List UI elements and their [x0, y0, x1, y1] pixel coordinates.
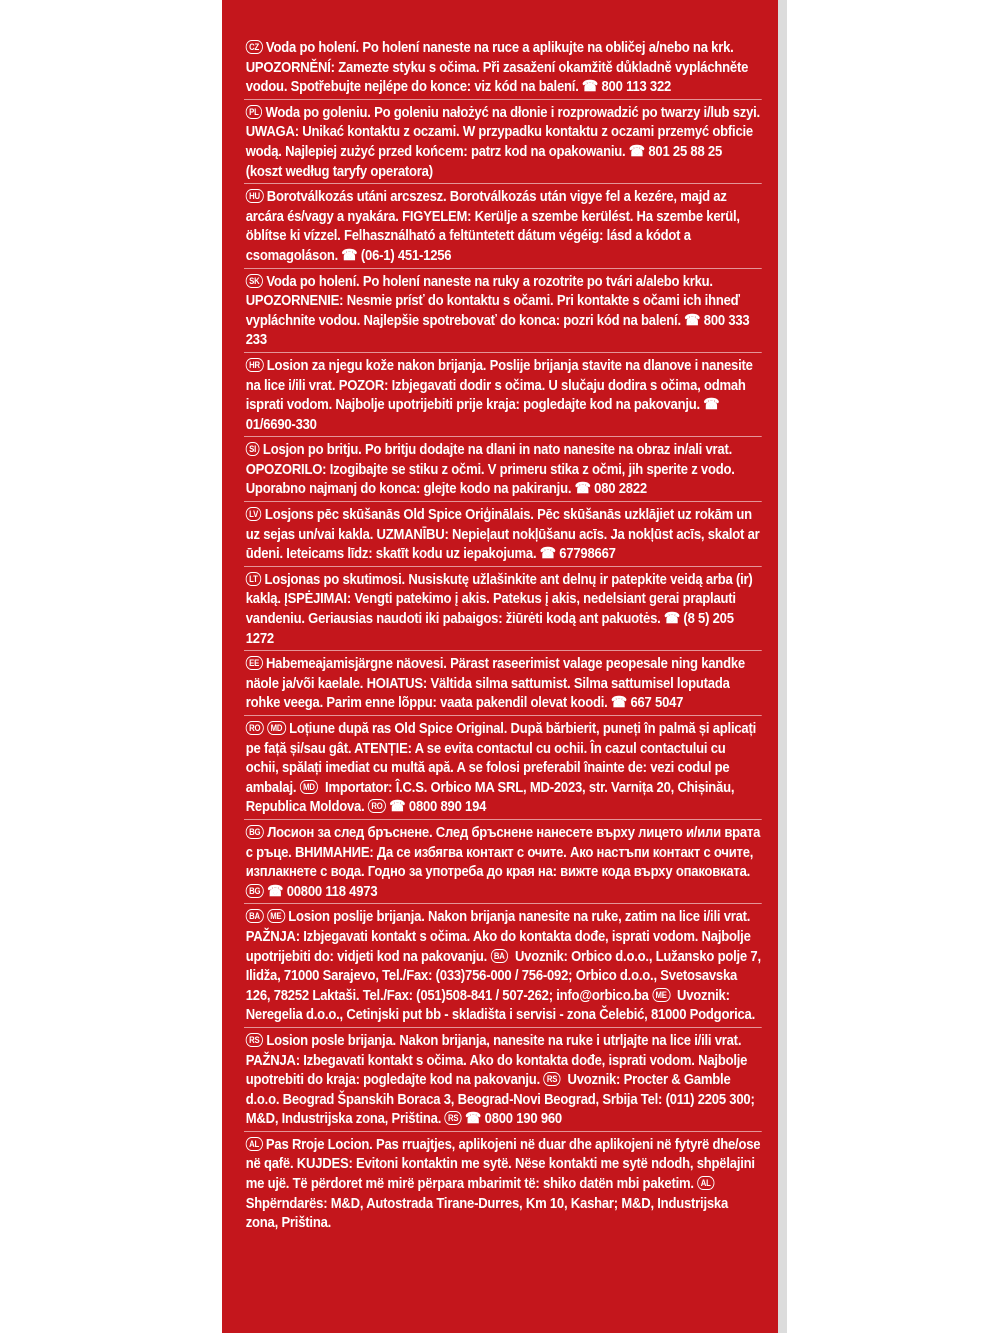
country-badge-rs: RS: [246, 1033, 263, 1047]
telephone-icon: ☎ 0800 190 960: [465, 1110, 562, 1128]
telephone-icon: ☎ 800 113 322: [582, 78, 672, 96]
telephone-icon: ☎ (8 5) 205 1272: [245, 610, 734, 647]
warning-label: FIGYELEM:: [402, 207, 472, 225]
country-badge-ba: BA: [490, 949, 508, 963]
section-ro-md: RO MD Loțiune după ras Old Spice Original. După bărbierit, puneți în palmă și aplicați pe față și/sau gât. ATENȚIE: A se evita contactul cu ochii. În cazul contactului cu ochii, spălați imediat cu multă apă. A se folosi preferabil înainte de: vezi codul pe ambalaj. MD Importator: Î.C.S. Orbico MA SRL, MD-2023, str. Varnița 20, Chișinău, Republica Moldova. RO ☎ 0800 890 194: [244, 719, 762, 820]
telephone-icon: ☎ 080 2822: [574, 480, 647, 498]
telephone-icon: ☎ 801 25 88 25 (koszt według taryfy operatora): [245, 142, 723, 180]
country-badge-md: MD: [300, 780, 318, 794]
country-badge-hu: HU: [246, 189, 264, 203]
country-badge-ro: RO: [246, 721, 264, 735]
section-rs: RS Losion posle brijanja. Nakon brijanja, nanesite na ruke i utrljajte na lice i/ili vrat. PAŽNJA: Izbegavati kontakt s očima. Ako do kontakta dođe, isprati vodom. Najbolje upotrebiti do kraja: pogledajte kod na pakovanju. RS Uvoznik: Procter & Gamble d.o.o. Beograd Španskih Boraca 3, Beograd-Novi Beograd, Srbija Tel: (011) 2205 300; M&D, Industrijska zona, Priština. RS ☎ 0800 190 960: [244, 1031, 762, 1132]
country-badge-al: AL: [246, 1137, 263, 1151]
telephone-icon: ☎ 667 5047: [610, 694, 684, 712]
warning-label: UWAGA:: [245, 123, 299, 141]
section-hu: HU Borotválkozás utáni arcszesz. Borotválkozás után vigye fel a kezére, majd az arcára és/vagy a nyakára. FIGYELEM: Kerülje a szembe kerülést. Ha szembe kerül, öblítse ki vízzel. Felhasználható a feltüntetett dátum végéig: lásd a kódot a csomagoláson. ☎ (06-1) 451-1256: [244, 187, 762, 268]
warning-label: PAŽNJA:: [245, 1051, 300, 1069]
country-badge-md: MD: [267, 721, 285, 735]
warning-label: ĮSPĖJIMAI:: [284, 590, 351, 608]
country-badge-bg: BG: [246, 884, 264, 898]
country-badge-si: SI: [246, 442, 260, 456]
section-lt: LT Losjonas po skutimosi. Nusiskutę užlašinkite ant delnų ir patepkite veidą arba (ir) kaklą. ĮSPĖJIMAI: Vengti patekimo į akis. Patekus į akis, nedelsiant gerai praplauti vandeniu. Geriausias naudoti iki pabaigos: žiūrėti kodą ant pakuotės. ☎ (8 5) 205 1272: [244, 570, 762, 651]
warning-label: UZMANĪBU:: [376, 525, 449, 543]
section-si: SI Losjon po britju. Po britju dodajte na dlani in nato nanesite na obraz in/ali vrat. OPOZORILO: Izogibajte se stiku z očmi. V primeru stika z očmi, jih sperite z vodo. Uporabno najmanj do konca: glejte kodo na pakiranju. ☎ 080 2822: [244, 440, 762, 502]
country-badge-lv: LV: [246, 507, 262, 521]
section-al: AL Pas Rroje Locion. Pas rruajtjes, aplikojeni në duar dhe aplikojeni në fytyrë dhe/ose në qafë. KUJDES: Evitoni kontaktin me sytë. Nëse kontakti me sytë ndodh, shpëlajini me ujë. Të përdoret më mirë përpara mbarimit të: shiko datën mbi paketim. AL Shpërndarës: M&D, Autostrada Tirane-Durres, Km 10, Kashar; M&D, Industrijska zona, Priština.: [245, 1135, 761, 1232]
telephone-icon: ☎ (06-1) 451-1256: [341, 246, 452, 264]
country-badge-rs: RS: [543, 1072, 560, 1086]
telephone-icon: ☎ 0800 890 194: [389, 798, 487, 816]
country-badge-rs: RS: [445, 1111, 462, 1125]
section-sk: SK Voda po holení. Po holení naneste na ruky a rozotrite po tvári a/alebo krku. UPOZORNENIE: Nesmie prísť do kontaktu s očami. Pri kontakte s očami ich ihneď vypláchnite vodou. Najlepšie spotrebovať do konca: pozri kód na balení. ☎ 800 333 233: [244, 272, 762, 353]
label-panel: [222, 0, 778, 1333]
country-badge-hr: HR: [246, 358, 264, 372]
warning-label: ATENȚIE:: [354, 739, 412, 757]
section-cz: CZ Voda po holení. Po holení naneste na ruce a aplikujte na obličej a/nebo na krk. UPOZORNĚNÍ: Zamezte styku s očima. Při zasažení okamžitě důkladně vypláchněte vodou. Spotřebujte nejlépe do konce: viz kód na balení. ☎ 800 113 322: [244, 38, 762, 100]
warning-label: HOIATUS:: [366, 674, 428, 692]
warning-label: UPOZORNĚNÍ:: [245, 58, 335, 76]
section-ee: EE Habemeajamisjärgne näovesi. Pärast raseerimist valage peopesale ning kandke näole ja/või kaelale. HOIATUS: Vältida silma sattumist. Silma sattumisel loputada rohke veega. Parim enne lõppu: vaata pakendil olevat koodi. ☎ 667 5047: [244, 654, 762, 716]
telephone-icon: ☎ 00800 118 4973: [267, 882, 378, 900]
warning-label: UPOZORNENIE:: [245, 292, 344, 310]
country-badge-me: ME: [267, 909, 285, 923]
warning-label: KUJDES:: [296, 1155, 353, 1173]
country-badge-cz: CZ: [246, 40, 263, 54]
section-ba-me: BA ME Losion poslije brijanja. Nakon brijanja nanesite na ruke, zatim na lice i/ili vrat. PAŽNJA: Izbjegavati kontakt s očima. Ako do kontakta dođe, isprati vodom. Najbolje upotrijebiti do: vidjeti kod na pakovanju. BA Uvoznik: Orbico d.o.o., Lužansko polje 7, Ilidža, 71000 Sarajevo, Tel./Fax: (033)756-000 / 756-092; Orbico d.o.o., Svetosavska 126, 78252 Laktaši. Tel./Fax: (051)508-841 / 507-262; info@orbico.ba ME Uvoznik: Neregelia d.o.o., Cetinjski put bb - skladišta i servisi - zona Čelebić, 81000 Podgorica.: [244, 907, 762, 1028]
country-badge-ro: RO: [368, 799, 386, 813]
telephone-icon: ☎ 67798667: [539, 545, 616, 563]
country-badge-pl: PL: [246, 105, 262, 119]
country-badge-sk: SK: [246, 274, 263, 288]
telephone-icon: ☎ 01/6690-330: [245, 396, 720, 433]
section-bg: BG Лосион за след бръснене. След бръснене нанесете върху лицето и/или врата с ръце. ВНИМАНИЕ: Да се избягва контакт с очите. Ако настъпи контакт с очите, изплакнете с вода. Годно за употреба до края на: вижте кода върху опаковката. BG ☎ 00800 118 4973: [244, 823, 762, 904]
section-pl: PL Woda po goleniu. Po goleniu nałożyć na dłonie i rozprowadzić po twarzy i/lub szyi. UWAGA: Unikać kontaktu z oczami. W przypadku kontaktu z oczami przemyć obficie wodą. Najlepiej zużyć przed końcem: patrz kod na opakowaniu. ☎ 801 25 88 25 (koszt według taryfy operatora): [244, 103, 762, 184]
section-lv: LV Losjons pēc skūšanās Old Spice Oriģinālais. Pēc skūšanās uzklājiet uz rokām un uz sejas un/vai kakla. UZMANĪBU: Nepieļaut nokļūšanu acīs. Ja nokļūst acīs, skalot ar ūdeni. Ieteicams līdz: skatīt kodu uz iepakojuma. ☎ 67798667: [244, 505, 762, 567]
warning-label: ВНИМАНИЕ:: [294, 843, 374, 861]
country-badge-lt: LT: [246, 572, 261, 586]
section-hr: HR Losion za njegu kože nakon brijanja. Poslije brijanja stavite na dlanove i nanesite na lice i/ili vrat. POZOR: Izbjegavati dodir s očima. U slučaju dodira s očima, odmah isprati vodom. Najbolje upotrijebiti prije kraja: pogledajte kod na pakovanju. ☎ 01/6690-330: [244, 356, 762, 437]
country-badge-bg: BG: [246, 825, 264, 839]
warning-label: OPOZORILO:: [245, 460, 327, 478]
country-badge-al: AL: [697, 1176, 714, 1190]
country-badge-ba: BA: [246, 909, 264, 923]
country-badge-ee: EE: [246, 656, 263, 670]
country-badge-me: ME: [652, 988, 670, 1002]
warning-label: POZOR:: [338, 376, 389, 394]
telephone-icon: ☎ 800 333 233: [245, 311, 750, 349]
warning-label: PAŽNJA:: [245, 927, 300, 945]
